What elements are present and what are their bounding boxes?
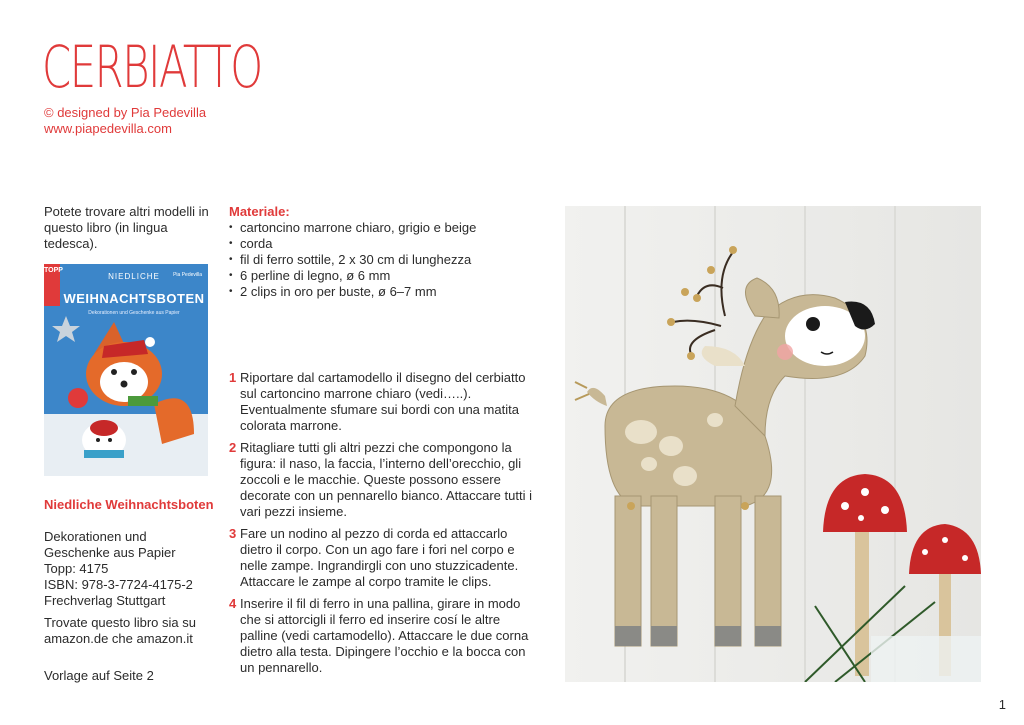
instruction-step <box>229 440 537 520</box>
cover-title-line2: WEIHNACHTSBOTEN <box>63 291 205 306</box>
website-link[interactable]: www.piapedevilla.com <box>44 121 172 136</box>
intro-text: Potete trovare altri modelli in questo libro (in lingua tedesca). <box>44 204 209 251</box>
step-text: Riportare dal cartamodello il disegno del cerbiatto sul cartoncino marrone chiaro (vedi…..). Eventualmente sfumare sui bordi con una matita colorata marrone. <box>240 370 526 433</box>
instructions <box>229 370 537 682</box>
cover-author: Pia Pedevilla <box>173 272 202 278</box>
step-text: Ritagliare tutti gli altri pezzi che compongono la figura: il naso, la faccia, l’interno dell’orecchio, gli zoccoli e le macchie. Queste possono essere decorate con un pennarello bianco. Attaccare tutti i vari pezzi insieme. <box>240 440 532 519</box>
book-info-line: ISBN: 978-3-7724-4175-2 <box>44 577 193 592</box>
publisher-logo: TOPP <box>44 264 60 306</box>
materials-list <box>229 220 529 300</box>
step-number: 4 <box>229 596 237 611</box>
book-info-line: Frechverlag Stuttgart <box>44 593 166 608</box>
material-item: • cartoncino marrone chiaro, grigio e beige <box>229 220 529 236</box>
page-number: 1 <box>998 697 1006 712</box>
deer-illustration <box>565 206 981 682</box>
template-reference: Vorlage auf Seite 2 <box>44 668 154 683</box>
step-number: 3 <box>229 526 237 541</box>
step-number: 1 <box>229 370 237 385</box>
book-info-line: Topp: 4175 <box>44 561 109 576</box>
credit <box>44 105 206 137</box>
designer-credit: © designed by Pia Pedevilla <box>44 105 207 120</box>
step-number: 2 <box>229 440 237 455</box>
book-cover-image <box>44 264 208 476</box>
material-item: • 6 perline di legno, ø 6 mm <box>229 268 529 284</box>
book-title: Niedliche Weihnachtsboten <box>44 497 214 512</box>
cover-title-line1: NIEDLICHE <box>108 272 160 281</box>
page-title: CERBIATTO <box>42 33 262 101</box>
amazon-note: Trovate questo libro sia su amazon.de che amazon.it <box>44 615 196 646</box>
materials-heading: Materiale: <box>229 204 290 219</box>
step-text: Fare un nodino al pezzo di corda ed attaccarlo dietro il corpo. Con un ago fare i fori nel corpo e nelle zampe. Ingrandirgli con uno stuzzicadente. Attaccare le zampe al corpo tramite le clips. <box>240 526 519 589</box>
step-text: Inserire il fil di ferro in una pallina, girare in modo che si attorcigli il ferro ed inserire cosí le altre palline (vedi cartamodello). Attaccare le due corna dietro alla testa. Dipingere l’occhio e la bocca con un pennarello. <box>240 596 529 675</box>
material-item: • 2 clips in oro per buste, ø 6–7 mm <box>229 284 529 300</box>
materials-section <box>229 204 529 300</box>
instruction-step <box>229 526 537 590</box>
book-info <box>44 529 214 609</box>
instruction-step <box>229 596 537 676</box>
book-info-line: Dekorationen und Geschenke aus Papier <box>44 529 176 560</box>
instruction-step <box>229 370 537 434</box>
material-item: • fil di ferro sottile, 2 x 30 cm di lunghezza <box>229 252 529 268</box>
deer-photo <box>565 206 981 682</box>
cover-subtitle: Dekorationen und Geschenke aus Papier <box>88 310 180 316</box>
material-item: • corda <box>229 236 529 252</box>
